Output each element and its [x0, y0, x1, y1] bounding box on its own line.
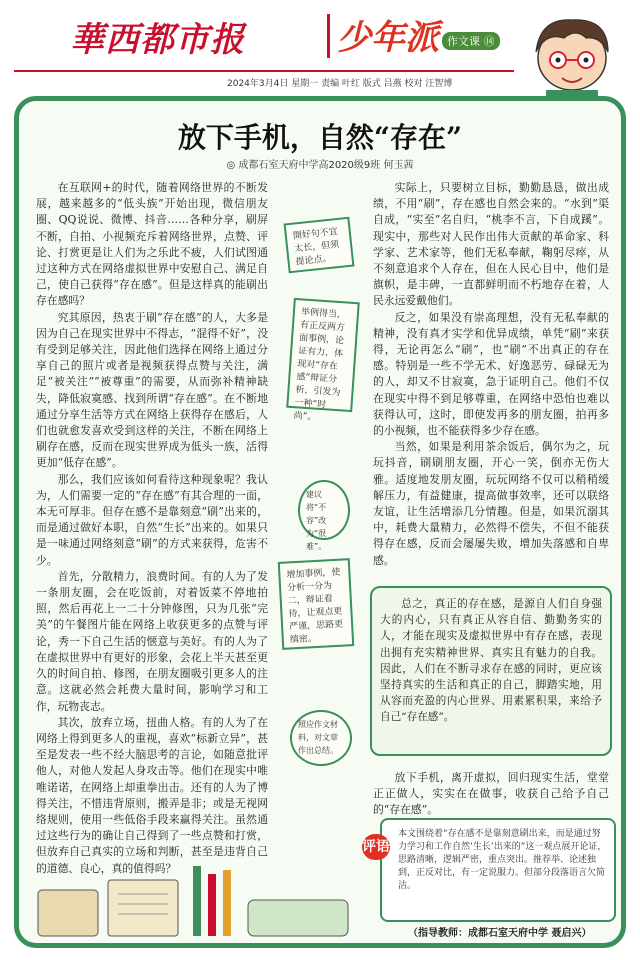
- paragraph: 那么，我们应该如何看待这种现象呢？我认为，人们需要一定的“存在感”有其合理的一面，本无可厚非。但存在感不是靠刻意“刷”出来的，而是通过做好本职，自然“生长”出来的。如果只是一味通过网络刻意“刷”的方式来获得，危害不少。: [36, 472, 268, 567]
- comment-text: 本文围绕着“存在感不是靠刻意刷出来，而是通过努力学习和工作自然‘生长’出来的”这一观点展开论证，思路清晰，逻辑严密，重点突出。推荐举、论述独到，正反对比，有一定说服力。但部分段落语言欠简洁。: [398, 829, 607, 891]
- masthead-divider: [327, 14, 330, 58]
- section-badge: 作文课 ⑭: [442, 32, 500, 50]
- paragraph: 在互联网+的时代，随着网络世界的不断发展，越来越多的“低头族”开始出现，微信朋友圈、QQ说说、微博、抖音……各种分享，刷屏不断，自拍、小视频充斥着网络世界，点赞、评论、打赏更是让人们为之乐此不疲，人们试图通过这种方式在网络虚拟世界中安慰自己、满足自己，使自己获得“存在感”。但是这样真的能刷出存在感吗？: [36, 181, 268, 308]
- paragraph: 实际上，只要树立目标，勤勤恳恳，做出成绩，不用“刷”，存在感也自然会来的。“水到”渠自成，“实至”名自归，“桃李不言，下自成蹊”。现实中，那些对人民作出伟大贡献的革命家、科学家、艺术家等，他们无私奉献，鞠躬尽瘁，从不刻意追求个人存在，但在人民心目中，他们是旗帜，是丰碑，一直都鲜明而不朽地存在着，人民永远爱戴他们。: [373, 181, 609, 308]
- summary-paragraph: 总之，真正的存在感，是源自人们自身强大的内心，只有真正从容自信、勤勤务实的人，才能在现实及虚拟世界中有存在感，表现出拥有充实精神世界、真实且有魅力的自我。因此，人们在不断寻求存在感的同时，更应该坚持真实的生活和真正的自己，脚踏实地，用从容而充盈的内心世界、用素累积果，来给予自己“存在感”。: [380, 598, 602, 724]
- section-title: 少年派: [337, 18, 439, 58]
- article-byline: ◎ 成都石室天府中学高2020级9班 何玉茜: [226, 160, 414, 171]
- paragraph: 究其原因，热衷于刷“存在感”的人，大多是因为自己在现实世界中不得志，“混得不好”，没有受到足够关注，因此他们选择在网络上通过分享自己的照片或者是视频获得点赞与关注，满足“被关注”“被尊重”的需要，从而弥补精神缺失，降低寂寞感、找到所谓“存在感”。在不断地通过分享生活等方式在网络上获得存在感后，人们也就愈发喜欢受到这样的关注，不断在网络上刷存在感，反而在现实世界成为低头一族，活得更加“低存在感”。: [36, 310, 268, 470]
- dateline: 2024年3月4日 星期一 责编 叶红 版式 吕燕 校对 汪智博: [227, 79, 453, 89]
- summary-box: [370, 586, 612, 756]
- margin-note: 举例得当，有正反两方面事例，论证有力，体现对“存在感”辩证分析，引发为一种“时尚”。: [286, 298, 360, 412]
- paragraph: 其次，放弃立场，扭曲人格。有的人为了在网络上得到更多人的重视，喜欢“标新立异”，甚至是发表一些不经大脑思考的言论，如随意批评他人，对他人发起人身攻击等。他们在现实中唯唯诺诺，在网络上却重拳出击。还有的人为了博得关注，不惜违背原则，搬弄是非；或是无视网络规则，使用一些低俗手段来赢得关注。虽然通过这些行为的确让自己得到了一些点赞和打赏，但放弃自己真实的立场和判断，甚至是违背自己的道德、良心，真的值得吗？: [36, 715, 268, 875]
- teacher-credit: （指导教师：成都石室天府中学 聂启兴）: [408, 928, 592, 939]
- masthead-rule: [14, 70, 514, 72]
- paragraph: 当然，如果是利用茶余饭后，偶尔为之，玩玩抖音，刷刷朋友圈，开心一笑，倒亦无伤大雅。适度地发朋友圈，玩玩网络不仅可以稍稍缓解压力，有益健康，提高做事效率，还可以联络友谊，让生活增添几分情趣。但是，如果沉溺其中，耗费大量精力，必然得不偿失，不但不能获得存在感，反而会屡屡失败，增加失落感和自卑感。: [373, 440, 609, 567]
- article-title: 放下手机，自然“存在”: [177, 121, 463, 154]
- newspaper-logo: 華西都市报: [70, 20, 245, 60]
- closing-block: [373, 770, 609, 819]
- cartoon-boy-icon: [516, 8, 628, 104]
- left-column: [36, 180, 268, 877]
- closing-paragraph: 放下手机，离开虚拟，回归现实生活，堂堂正正做人，实实在在做事，收获自己给予自己的“存在感”。: [373, 771, 609, 817]
- margin-note: 增加事例，使分析一分为二，辩证看待，让观点更严谨，思路更缜密。: [278, 558, 355, 650]
- margin-note: 開好句不宜太长，但须提论点。: [284, 217, 355, 274]
- masthead: [0, 0, 640, 98]
- paragraph: 首先，分散精力，浪费时间。有的人为了发一条朋友圈，会在吃饭前，对着饭菜不停地拍照，然后再花上一二十分钟修图，只为几张“完美”的午餐图片能在网络上收获更多的点赞与评论，秀一下自己生活的惬意与美好。有的人为了在虚拟世界中有更好的形象，会花上半天甚至更久的时间自拍、修图，在朋友圈吸引更多人的注意。这就必然会耗费大量时间，影响学习和工作，玩物丧志。: [36, 569, 268, 713]
- paragraph: 反之，如果没有崇高理想，没有无私奉献的精神，没有真才实学和优异成绩，单凭“刷”来获得，无论再怎么“刷”，也“刷”不出真正的存在感。特别是一些不学无术、好逸恶劳、碌碌无为的人，却又不甘寂寞，急于证明自己。他们不仅在现实中得不到足够尊重，在网络中恐怕也难以获得认可，这时，即使发再多的朋友圈，拍再多的小视频，也不能获得多少存在感。: [373, 310, 609, 438]
- comment-label: 评语: [362, 834, 390, 860]
- margin-note: 建议将“不容”改为“很难”。: [298, 480, 350, 540]
- margin-note: 照应作文材料，对文章作出总结。: [290, 710, 352, 766]
- right-column: [373, 180, 609, 569]
- stationery-illustration-icon: [28, 860, 358, 940]
- comment-box: [362, 818, 616, 922]
